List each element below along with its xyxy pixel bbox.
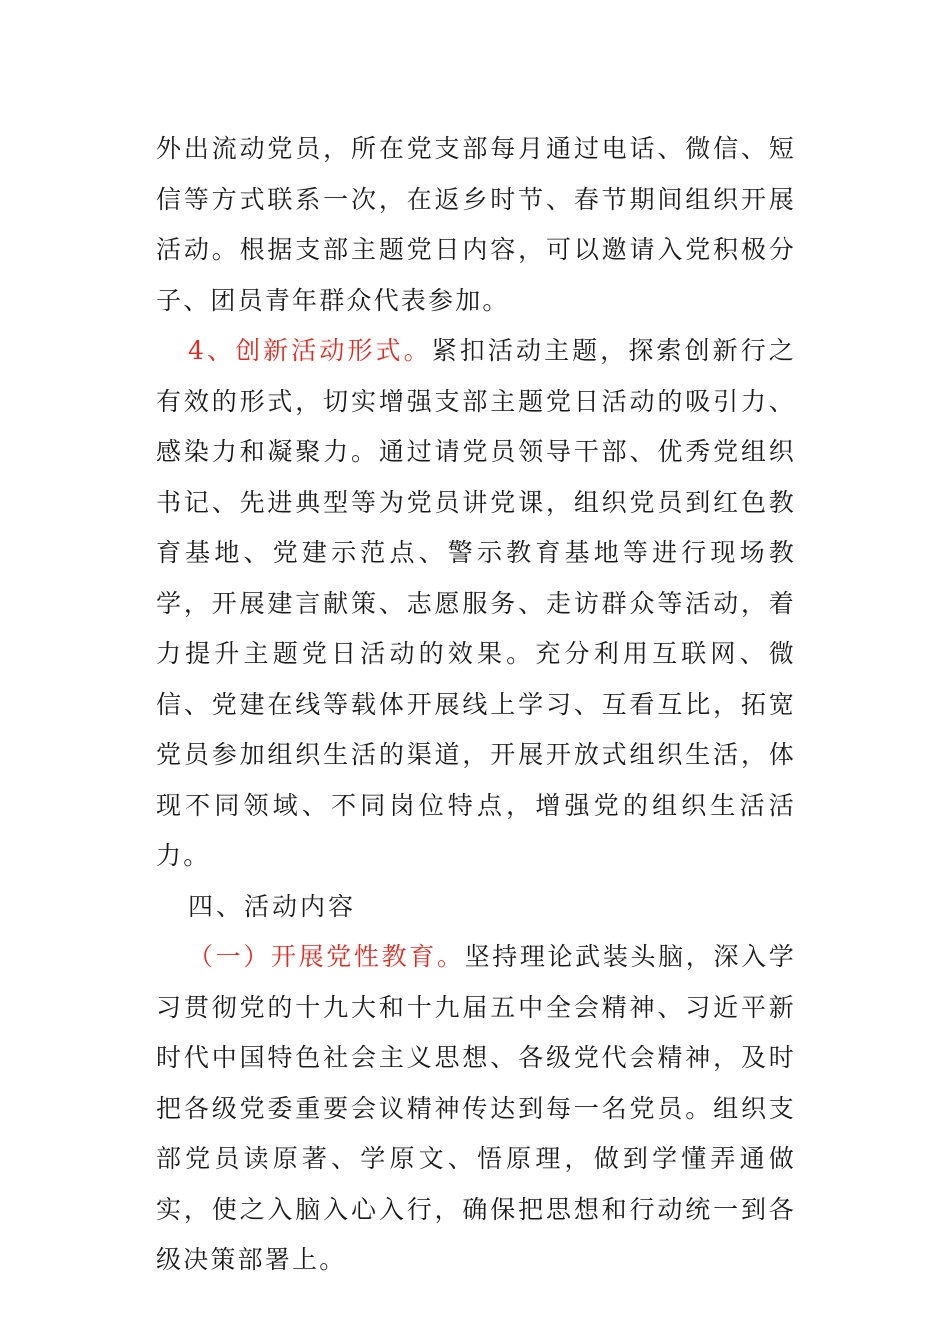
paragraph-party-education xyxy=(156,932,796,1286)
paragraph-text: 紧扣活动主题，探索创新行之有效的形式，切实增强支部主题党日活动的吸引力、感染力和凝聚力。通过请党员领导干部、优秀党组织书记、先进典型等为党员讲党课，组织党员到红色教育基地、党建示范点、警示教育基地等进行现场教学，开展建言献策、志愿服务、走访群众等活动，着力提升主题党日活动的效果。充分利用互联网、微信、党建在线等载体开展线上学习、互看互比，拓宽党员参加组织生活的渠道，开展开放式组织生活，体现不同领域、不同岗位特点，增强党的组织生活活力。 xyxy=(156,336,796,870)
subheading-innovate-activity-form: 4、创新活动形式。 xyxy=(188,336,432,365)
section-title-activity-content: 四、活动内容 xyxy=(188,891,357,921)
paragraph-flowing-members xyxy=(156,124,796,326)
paragraph-text: 外出流动党员，所在党支部每月通过电话、微信、短信等方式联系一次，在返乡时节、春节期间组织开展活动。根据支部主题党日内容，可以邀请入党积极分子、团员青年群众代表参加。 xyxy=(156,134,796,315)
paragraph-innovate-activity-form xyxy=(156,326,796,882)
paragraph-text: 坚持理论武装头脑，深入学习贯彻党的十九大和十九届五中全会精神、习近平新时代中国特色社会主义思想、各级党代会精神，及时把各级党委重要会议精神传达到每一名党员。组织支部党员读原著、学原文、悟原理，做到学懂弄通做实，使之入脑入心入行，确保把思想和行动统一到各级决策部署上。 xyxy=(156,942,796,1274)
subheading-party-education: （一）开展党性教育。 xyxy=(188,942,465,971)
document-body xyxy=(156,124,796,1286)
